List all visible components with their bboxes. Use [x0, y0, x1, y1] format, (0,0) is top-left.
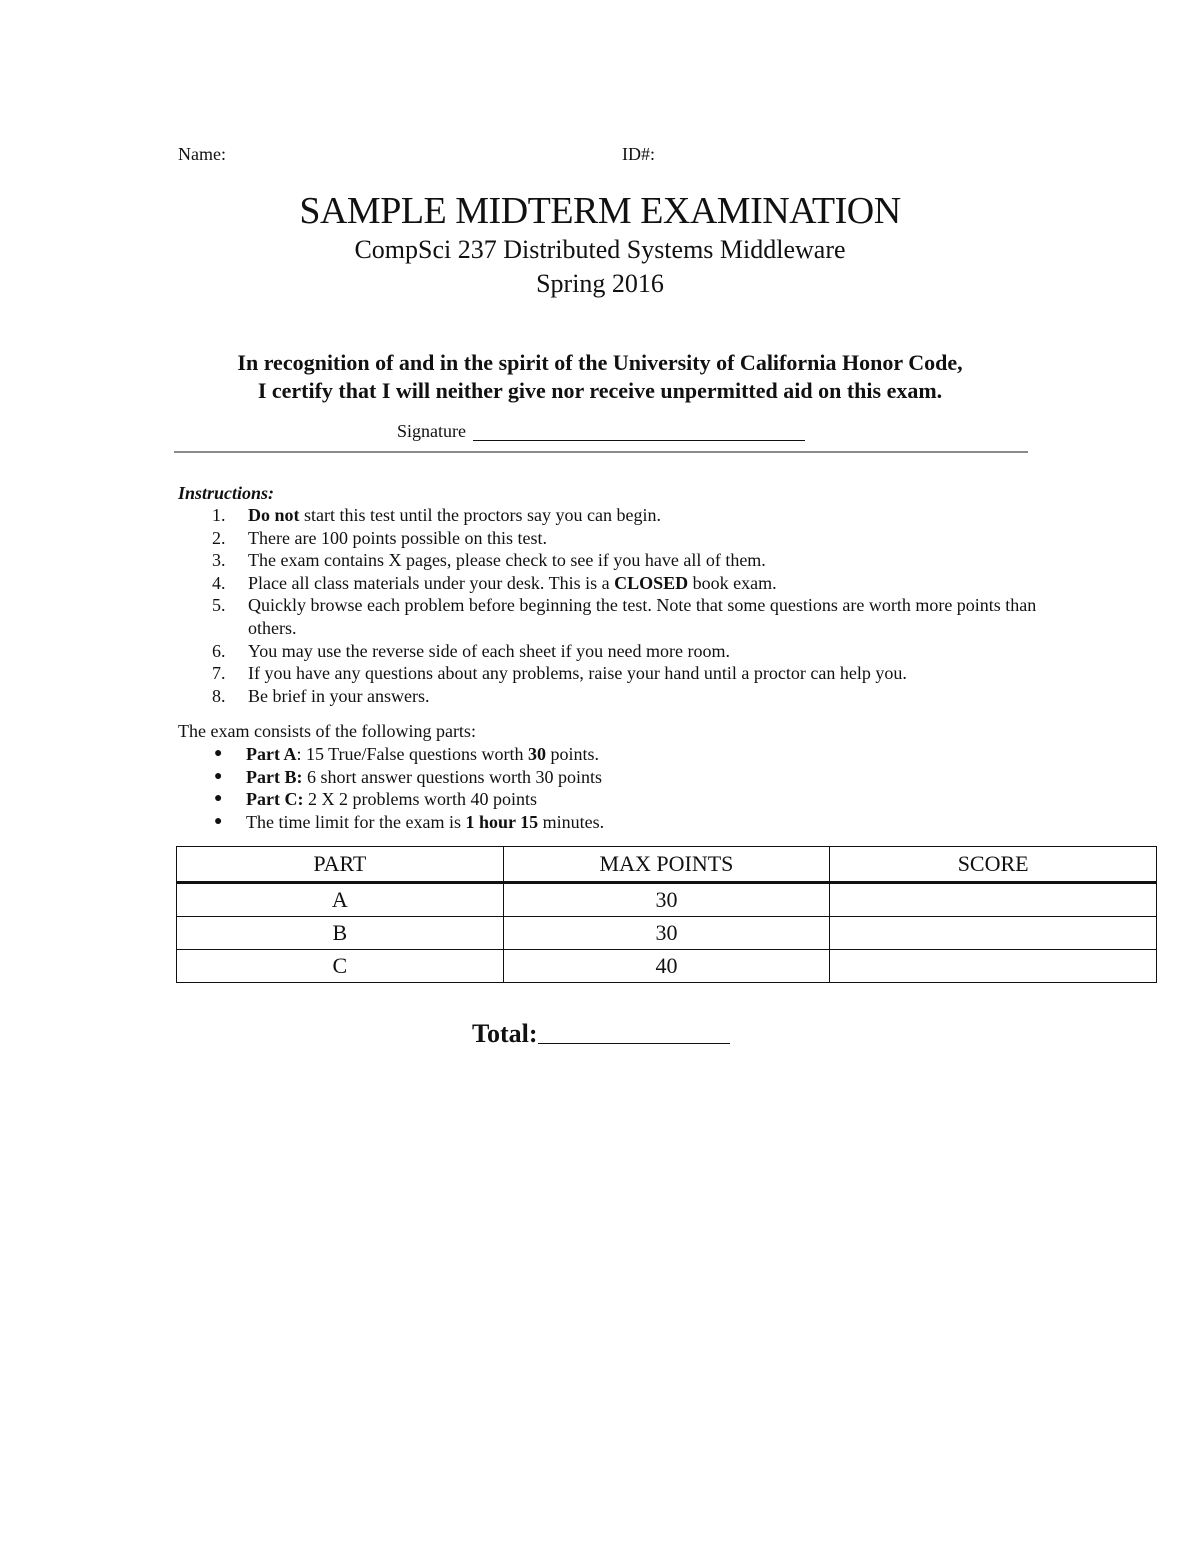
instruction-text: If you have any questions about any problems, raise your hand until a proctor can help you. — [248, 663, 907, 684]
instruction-number: 2. — [212, 527, 226, 548]
instruction-item — [178, 662, 1038, 685]
bullet-icon: ● — [214, 746, 223, 761]
instruction-emphasis: Do not — [248, 505, 300, 525]
instruction-emphasis: CLOSED — [614, 572, 689, 593]
bullet-icon: ● — [214, 791, 223, 807]
part-text: minutes. — [538, 811, 605, 832]
course-title: CompSci 237 Distributed Systems Middleware — [354, 235, 846, 264]
bullet-icon: ● — [214, 813, 223, 829]
instruction-number: 1. — [212, 505, 226, 525]
instruction-item — [178, 685, 1038, 708]
total-line[interactable] — [538, 1043, 730, 1044]
cell-score[interactable] — [830, 883, 1157, 917]
instruction-item — [178, 640, 1038, 663]
part-emphasis: 30 — [528, 744, 546, 764]
header-part: PART — [177, 847, 504, 883]
signature-line[interactable] — [473, 440, 805, 441]
cell-part: C — [177, 950, 504, 983]
instruction-number: 4. — [212, 572, 226, 593]
instruction-item — [178, 527, 1038, 550]
instruction-text: start this test until the proctors say you can begin. — [299, 505, 661, 525]
term: Spring 2016 — [536, 269, 664, 298]
score-table — [176, 846, 1157, 983]
instruction-number: 8. — [212, 685, 226, 706]
instruction-item — [178, 572, 1038, 595]
part-text: The time limit for the exam is — [246, 811, 466, 832]
instruction-text: The exam contains X pages, please check to see if you have all of them. — [248, 550, 766, 571]
part-item — [178, 788, 978, 811]
header-max-points: MAX POINTS — [503, 847, 830, 883]
instruction-text: There are 100 points possible on this test. — [248, 527, 547, 548]
instruction-item — [178, 549, 1038, 572]
part-label: Part C: — [246, 789, 304, 810]
instructions-list — [178, 504, 1038, 707]
part-text: 2 X 2 problems worth 40 points — [303, 789, 537, 810]
part-text: points. — [546, 744, 600, 764]
honor-code-line-1: In recognition of and in the spirit of the University of California Honor Code, — [237, 350, 963, 375]
bullet-icon: ● — [214, 768, 223, 784]
parts-list — [178, 743, 978, 833]
instruction-text: Place all class materials under your desk. This is a — [248, 572, 615, 593]
instruction-number: 7. — [212, 663, 226, 684]
cell-max-points: 30 — [503, 883, 830, 917]
table-row — [177, 950, 1157, 983]
name-label: Name: — [178, 144, 226, 164]
part-item — [178, 766, 978, 789]
part-text: 6 short answer questions worth 30 points — [302, 766, 602, 787]
cell-score[interactable] — [830, 917, 1157, 950]
section-divider — [174, 451, 1028, 453]
part-item — [178, 743, 978, 766]
cell-max-points: 40 — [503, 950, 830, 983]
parts-intro: The exam consists of the following parts: — [178, 721, 476, 741]
part-text: : 15 True/False questions worth — [296, 744, 528, 764]
part-item — [178, 811, 978, 834]
instruction-number: 3. — [212, 550, 226, 571]
id-label: ID#: — [622, 144, 655, 164]
part-emphasis: 1 hour 15 — [465, 811, 539, 832]
part-label: Part B: — [246, 766, 303, 787]
instructions-heading: Instructions: — [178, 483, 275, 503]
table-row — [177, 883, 1157, 917]
cell-score[interactable] — [830, 950, 1157, 983]
cell-part: A — [177, 883, 504, 917]
instruction-item — [178, 504, 1038, 527]
header-score: SCORE — [830, 847, 1157, 883]
instruction-text: Quickly browse each problem before beginning the test. Note that some questions are worth more points than others. — [248, 595, 1037, 638]
instruction-item — [178, 594, 1038, 639]
part-label: Part A — [246, 744, 297, 764]
cell-part: B — [177, 917, 504, 950]
instruction-number: 6. — [212, 640, 226, 661]
instruction-text: Be brief in your answers. — [248, 685, 430, 706]
honor-code-line-2: I certify that I will neither give nor receive unpermitted aid on this exam. — [257, 378, 943, 403]
instruction-text: You may use the reverse side of each sheet if you need more room. — [248, 640, 731, 661]
table-row — [177, 917, 1157, 950]
instruction-text: book exam. — [688, 572, 777, 593]
signature-label: Signature — [397, 421, 466, 441]
total-label: Total: — [472, 1019, 538, 1048]
exam-title: SAMPLE MIDTERM EXAMINATION — [299, 190, 901, 232]
cell-max-points: 30 — [503, 917, 830, 950]
score-table-header-row — [177, 847, 1157, 883]
instruction-number: 5. — [212, 595, 226, 616]
